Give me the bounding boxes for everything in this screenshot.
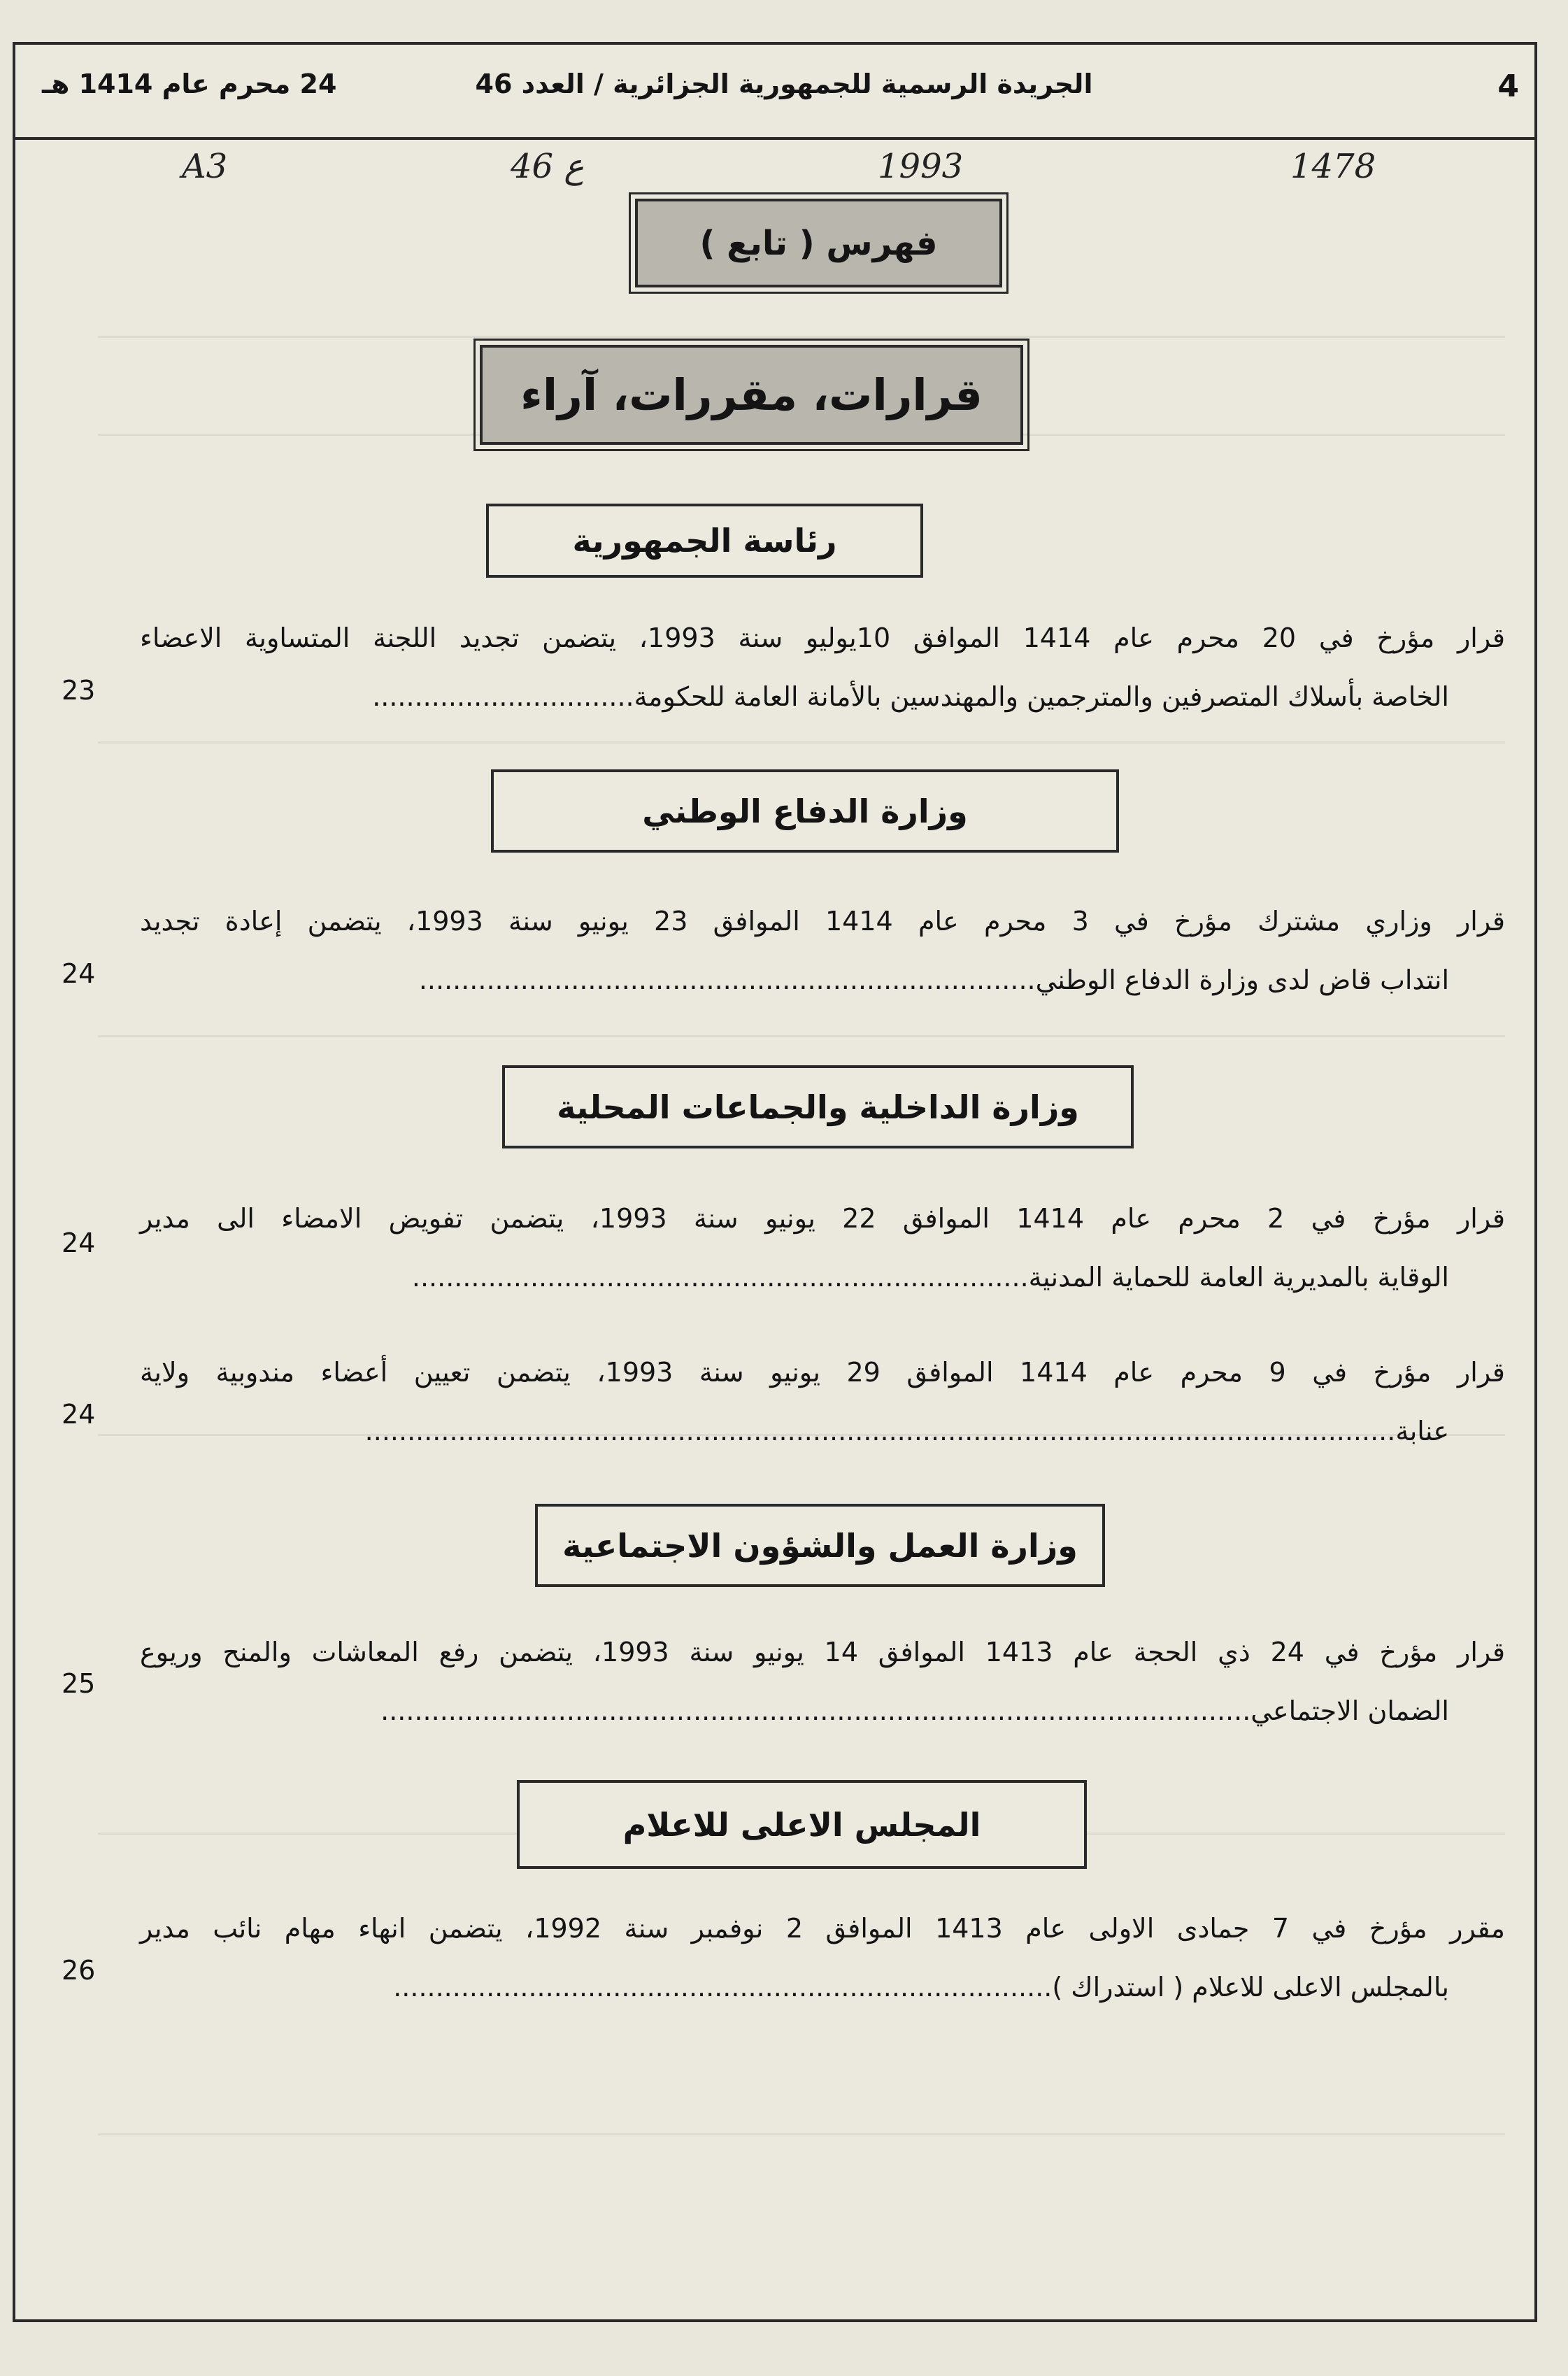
entry-page-number: 23 xyxy=(62,675,96,706)
entry-line-2: عنابة.......................................................................................................................... xyxy=(364,1416,1449,1446)
hijri-date: 24 محرم عام 1414 هـ xyxy=(42,69,337,99)
entry-line-1: مقرر مؤرخ في 7 جمادى الاولى عام 1413 الموافق 2 نوفمبر سنة 1992، يتضمن انهاء مهام نائب مدير xyxy=(140,1913,1505,1944)
index-entry xyxy=(140,1623,1505,1740)
section-title-box xyxy=(480,345,1023,445)
index-entry xyxy=(140,892,1505,1009)
entry-page-number: 26 xyxy=(62,1955,96,1986)
section-heading-defense: وزارة الدفاع الوطني xyxy=(491,769,1119,853)
section-heading-labor: وزارة العمل والشؤون الاجتماعية xyxy=(535,1504,1105,1587)
handwritten-code: 1478 xyxy=(1290,147,1376,186)
entry-page-number: 24 xyxy=(62,1228,96,1258)
entry-line-1: قرار مؤرخ في 2 محرم عام 1414 الموافق 22 يونيو سنة 1993، يتضمن تفويض الامضاء الى مدير xyxy=(140,1203,1505,1234)
bleed-through-line xyxy=(98,336,1505,338)
bleed-through-line xyxy=(98,741,1505,744)
index-entry xyxy=(140,1189,1505,1307)
entry-line-1: قرار وزاري مشترك مؤرخ في 3 محرم عام 1414 الموافق 23 يونيو سنة 1993، يتضمن إعادة تجديد xyxy=(140,906,1505,937)
handwritten-issue: 46 ع xyxy=(511,147,584,186)
handwritten-year: 1993 xyxy=(878,147,964,186)
section-heading-interior: وزارة الداخلية والجماعات المحلية xyxy=(502,1065,1134,1148)
index-title: فهرس ( تابع ) xyxy=(699,223,938,263)
index-title-box xyxy=(635,199,1002,287)
entry-line-1: قرار مؤرخ في 24 ذي الحجة عام 1413 الموافق 14 يونيو سنة 1993، يتضمن رفع المعاشات والمنح وريوع xyxy=(140,1637,1506,1667)
page-number: 4 xyxy=(1497,69,1519,104)
section-heading-presidency: رئاسة الجمهورية xyxy=(486,504,923,578)
entry-page-number: 24 xyxy=(62,1399,96,1430)
index-entry xyxy=(140,609,1505,726)
handwritten-a3: A3 xyxy=(182,147,228,186)
entry-line-2: الضمان الاجتماعي....................................................................................................... xyxy=(380,1695,1449,1726)
entry-page-number: 24 xyxy=(62,958,96,989)
section-heading-media-council: المجلس الاعلى للاعلام xyxy=(517,1780,1087,1869)
entry-line-2: الوقاية بالمديرية العامة للحماية المدنية......................................................................... xyxy=(411,1262,1449,1293)
header-rule xyxy=(13,137,1537,140)
entry-page-number: 25 xyxy=(62,1668,96,1699)
entry-line-2: انتداب قاض لدى وزارة الدفاع الوطني......................................................................... xyxy=(418,965,1449,995)
entry-line-2: الخاصة بأسلاك المتصرفين والمترجمين والمهندسين بالأمانة العامة للحكومة............................... xyxy=(372,681,1449,712)
entry-line-1: قرار مؤرخ في 9 محرم عام 1414 الموافق 29 يونيو سنة 1993، يتضمن تعيين أعضاء مندوبية ولاية xyxy=(140,1357,1505,1388)
entry-line-1: قرار مؤرخ في 20 محرم عام 1414 الموافق 10يوليو سنة 1993، يتضمن تجديد اللجنة المتساوية الاعضاء xyxy=(140,623,1505,653)
bleed-through-line xyxy=(98,1035,1505,1037)
index-entry xyxy=(140,1343,1505,1460)
bleed-through-line xyxy=(98,2133,1505,2135)
journal-title: الجريدة الرسمية للجمهورية الجزائرية / العدد 46 xyxy=(475,69,1093,99)
section-title: قرارات، مقررات، آراء xyxy=(520,369,983,420)
entry-line-2: بالمجلس الاعلى للاعلام ( استدراك ).............................................................................. xyxy=(393,1972,1449,2002)
index-entry xyxy=(140,1899,1505,2016)
